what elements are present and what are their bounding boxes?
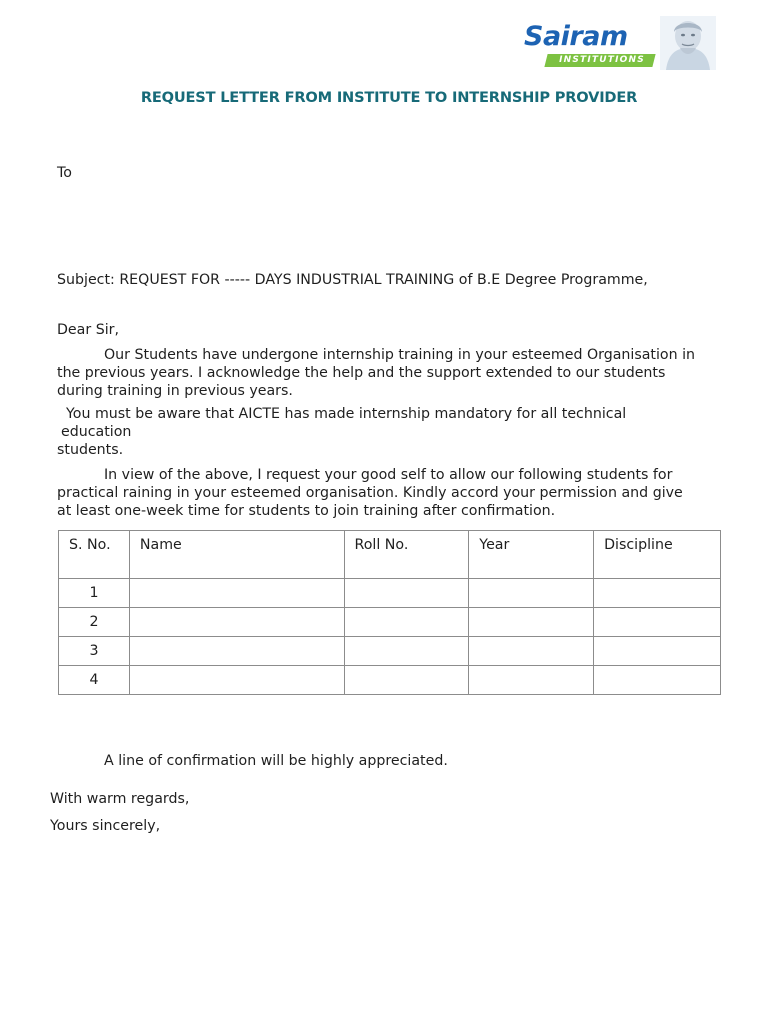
header-year: Year bbox=[469, 531, 594, 579]
cell-sno: 4 bbox=[59, 666, 130, 695]
cell-roll-no bbox=[344, 637, 469, 666]
header-name: Name bbox=[129, 531, 344, 579]
para3-line: In view of the above, I request your good self to allow our following students for bbox=[104, 467, 673, 483]
header-discipline: Discipline bbox=[594, 531, 721, 579]
cell-roll-no bbox=[344, 608, 469, 637]
header-roll-no: Roll No. bbox=[344, 531, 469, 579]
header-sno: S. No. bbox=[59, 531, 130, 579]
para1-line: Our Students have undergone internship training in your esteemed Organisation in bbox=[104, 347, 696, 363]
cell-roll-no bbox=[344, 579, 469, 608]
letter-heading: REQUEST LETTER FROM INSTITUTE TO INTERNSHIP PROVIDER bbox=[140, 89, 638, 106]
cell-sno: 3 bbox=[59, 637, 130, 666]
closing-regards: With warm regards, bbox=[50, 791, 190, 807]
closing-sincerely: Yours sincerely, bbox=[50, 818, 161, 834]
cell-name bbox=[129, 608, 344, 637]
cell-year bbox=[469, 637, 594, 666]
table-row bbox=[59, 666, 721, 695]
cell-name bbox=[129, 666, 344, 695]
recipient-to: To bbox=[57, 165, 72, 181]
salutation: Dear Sir, bbox=[57, 322, 119, 338]
para3-line: at least one-week time for students to join training after confirmation. bbox=[57, 503, 556, 519]
para2-line: students. bbox=[57, 442, 124, 458]
cell-year bbox=[469, 608, 594, 637]
para2-line: You must be aware that AICTE has made internship mandatory for all technical bbox=[66, 406, 627, 422]
table-header-row bbox=[59, 531, 721, 579]
cell-discipline bbox=[594, 608, 721, 637]
para1-line: during training in previous years. bbox=[57, 383, 293, 399]
subject-line: Subject: REQUEST FOR ----- DAYS INDUSTRIAL TRAINING of B.E Degree Programme, bbox=[57, 272, 648, 288]
cell-name bbox=[129, 579, 344, 608]
logo-wordmark: Sairam bbox=[524, 21, 628, 52]
cell-year bbox=[469, 579, 594, 608]
cell-discipline bbox=[594, 579, 721, 608]
table-row bbox=[59, 637, 721, 666]
cell-name bbox=[129, 637, 344, 666]
cell-roll-no bbox=[344, 666, 469, 695]
para1-line: the previous years. I acknowledge the help and the support extended to our students bbox=[57, 365, 666, 381]
saint-portrait-icon bbox=[660, 16, 716, 70]
cell-discipline bbox=[594, 666, 721, 695]
table-row bbox=[59, 579, 721, 608]
logo-subtitle: INSTITUTIONS bbox=[559, 55, 645, 65]
students-table bbox=[58, 530, 721, 695]
cell-sno: 1 bbox=[59, 579, 130, 608]
para2-line: education bbox=[61, 424, 132, 440]
confirmation-line: A line of confirmation will be highly appreciated. bbox=[104, 753, 448, 769]
table-row bbox=[59, 608, 721, 637]
cell-sno: 2 bbox=[59, 608, 130, 637]
institution-logo bbox=[522, 16, 718, 70]
cell-discipline bbox=[594, 637, 721, 666]
cell-year bbox=[469, 666, 594, 695]
para3-line: practical raining in your esteemed organisation. Kindly accord your permission and give bbox=[57, 485, 683, 501]
